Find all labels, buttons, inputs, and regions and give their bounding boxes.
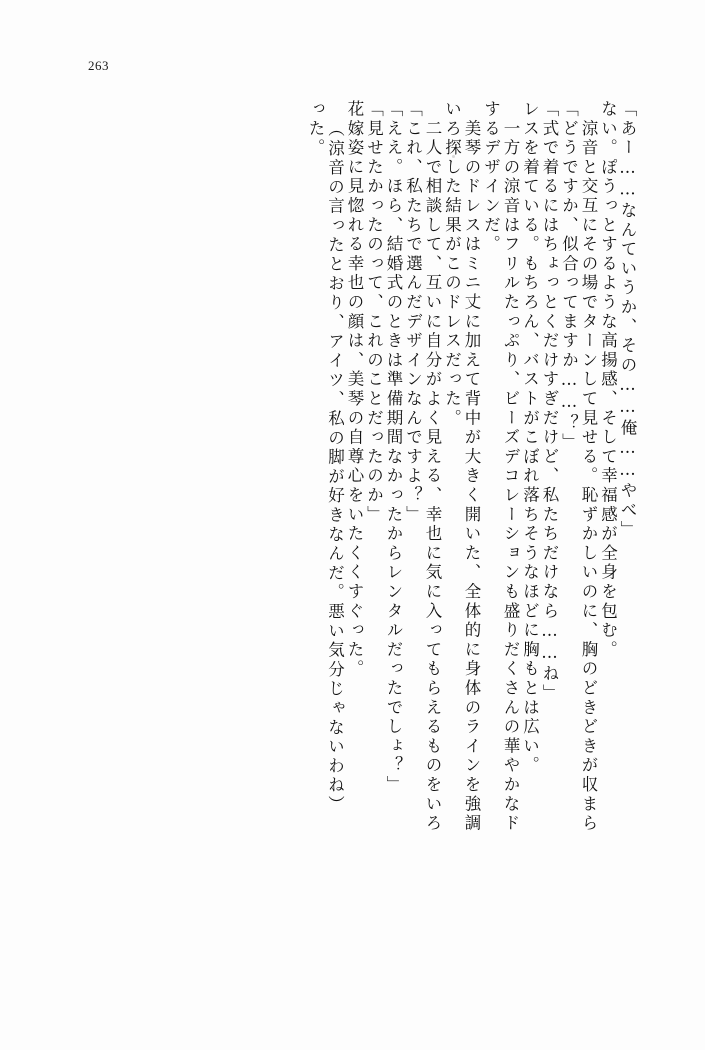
text-line: 涼音と交互にその場でターンして見せる。恥ずかしいのに、胸のどきどきが収まら: [579, 100, 598, 834]
text-line: 花嫁姿に見惚れる幸也の顔は、美琴の自尊心をいたくくすぐった。: [345, 100, 364, 679]
text-line: った。: [306, 100, 325, 158]
text-line: 一方の涼音はフリルたっぷり、ビーズデコレーションも盛りだくさんの華やかなド: [501, 100, 520, 834]
text-line: 「どうですか、似合ってますか……？」: [559, 100, 579, 453]
text-line: するデザインだ。: [481, 100, 501, 255]
text-line: 二人で相談して、互いに自分がよく見える、幸也に気に入ってもらえるものをいろ: [423, 100, 442, 834]
text-line: いろ探した結果がこのドレスだった。: [442, 100, 462, 429]
text-line: （涼音の言ったとおり、アイツ、私の脚が好きなんだ。悪い気分じゃないわね）: [325, 120, 345, 815]
text-line: 「見せたかったのって、これのことだったのか」: [364, 100, 384, 525]
page-number: 263: [88, 58, 109, 73]
text-line: 「ええ。ほら、結婚式のときは準備期間なかったからレンタルだったでしょ？」: [384, 100, 403, 795]
text-line: 美琴のドレスはミニ丈に加えて背中が大きく開いた、全体的に身体のラインを強調: [462, 100, 481, 834]
text-line: 「これ、私たちで選んだデザインなんですよ？」: [403, 100, 423, 525]
text-line: レスを着ている。もちろん、バストがこぼれ落ちそうなほどに胸もとは広い。: [520, 100, 540, 776]
vertical-text-block: [304, 100, 636, 980]
text-line: 「あー……なんていうか、その……俺……やべ」: [618, 100, 637, 540]
text-line: 「式で着るにはちょっとくだけすぎだけど、私たちだけなら……ね」: [540, 100, 559, 704]
text-line: ない。ぽうっとするような高揚感、そして幸福感が全身を包む。: [598, 100, 618, 660]
